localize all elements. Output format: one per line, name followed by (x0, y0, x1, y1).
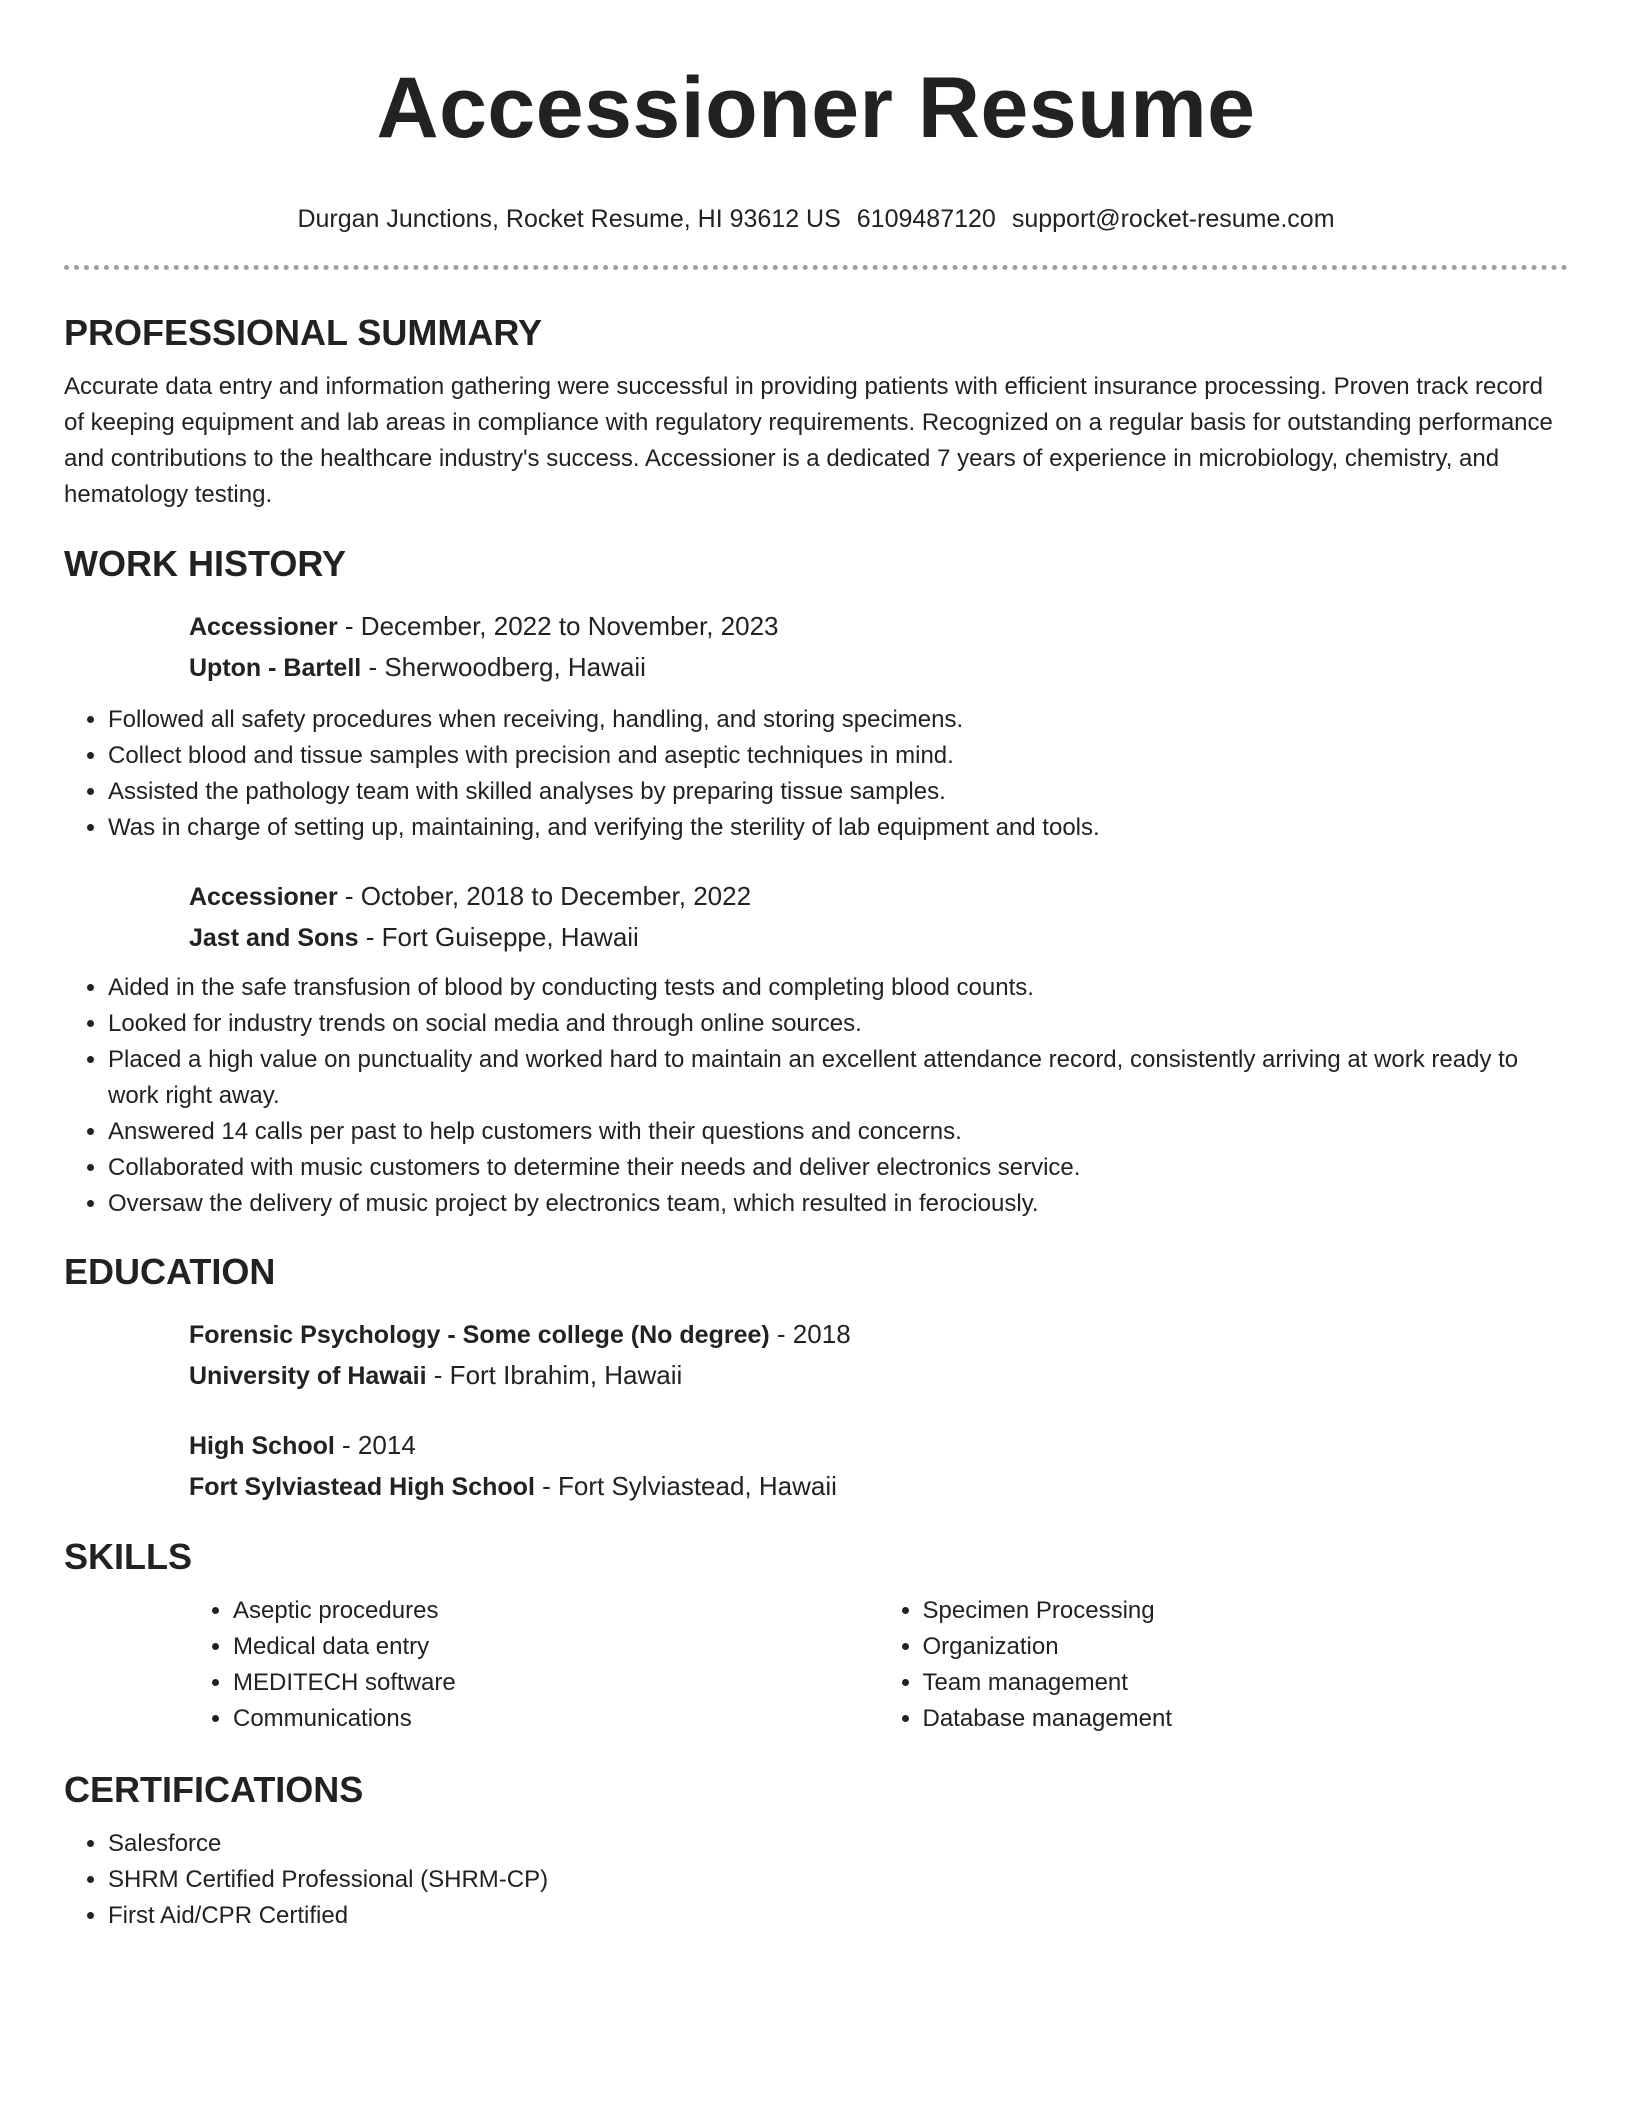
list-item: • Medical data entry (233, 1629, 879, 1665)
contact-line (64, 204, 1568, 234)
list-item: • Oversaw the delivery of music project by electronics team, which resulted in ferociously. (108, 1186, 1568, 1222)
education-school: University of Hawaii (189, 1362, 427, 1390)
job-company-line (189, 647, 1568, 688)
education-location: - Fort Sylviastead, Hawaii (534, 1471, 837, 1501)
contact-phone: 6109487120 (856, 205, 996, 233)
skills-list-left (189, 1593, 879, 1737)
skills-heading: SKILLS (64, 1536, 193, 1577)
job-bullets (64, 970, 1568, 1222)
list-item: • Placed a high value on punctuality and worked hard to maintain an excellent attendance record, consistently arriving at work ready to work right away. (108, 1042, 1568, 1114)
job-dates: - October, 2018 to December, 2022 (337, 881, 752, 911)
education-school: Fort Sylviastead High School (189, 1473, 535, 1501)
job-title: Accessioner (189, 883, 338, 911)
job-company-line (189, 917, 1568, 958)
certifications-heading: CERTIFICATIONS (64, 1769, 364, 1810)
list-item: • Database management (923, 1701, 1569, 1737)
job-entry (189, 876, 1568, 958)
skills-list-right (879, 1593, 1569, 1737)
education-heading: EDUCATION (64, 1251, 276, 1292)
list-item: • SHRM Certified Professional (SHRM-CP) (108, 1862, 1568, 1898)
education-degree: High School (189, 1432, 335, 1460)
education-location: - Fort Ibrahim, Hawaii (426, 1360, 683, 1390)
list-item: • Answered 14 calls per past to help customers with their questions and concerns. (108, 1114, 1568, 1150)
summary-text: Accurate data entry and information gathering were successful in providing patients with efficient insurance processing. Proven track record of keeping equipment and lab areas in compliance with regulatory requirements. Recognized on a regular basis for outstanding performance and contributions to the healthcare industry's success. Accessioner is a dedicated 7 years of experience in microbiology, chemistry, and hematology testing. (64, 373, 1553, 508)
list-item: • Aseptic procedures (233, 1593, 879, 1629)
education-degree: Forensic Psychology - Some college (No degree) (189, 1321, 770, 1349)
education-school-line (189, 1466, 1568, 1507)
list-item: • Team management (923, 1665, 1569, 1701)
certifications-list (64, 1826, 1568, 1934)
job-dates: - December, 2022 to November, 2023 (337, 611, 779, 641)
list-item: • Looked for industry trends on social media and through online sources. (108, 1006, 1568, 1042)
list-item: • Salesforce (108, 1826, 1568, 1862)
job-location: - Sherwoodberg, Hawaii (361, 652, 646, 682)
job-title: Accessioner (189, 613, 338, 641)
resume-title: Accessioner Resume (376, 60, 1256, 156)
list-item: • First Aid/CPR Certified (108, 1898, 1568, 1934)
education-entry (189, 1425, 1568, 1507)
contact-email[interactable]: support@rocket-resume.com (1011, 205, 1335, 233)
list-item: • Followed all safety procedures when receiving, handling, and storing specimens. (108, 702, 1568, 738)
education-entry (189, 1314, 1568, 1396)
list-item: • Specimen Processing (923, 1593, 1569, 1629)
list-item: • Collaborated with music customers to determine their needs and deliver electronics service. (108, 1150, 1568, 1186)
list-item: • Organization (923, 1629, 1569, 1665)
education-school-line (189, 1355, 1568, 1396)
education-degree-line (189, 1425, 1568, 1466)
list-item: • MEDITECH software (233, 1665, 879, 1701)
summary-heading: PROFESSIONAL SUMMARY (64, 312, 543, 353)
job-title-line (189, 606, 1568, 647)
header-divider (64, 265, 1568, 270)
work-history-heading: WORK HISTORY (64, 543, 347, 584)
job-title-line (189, 876, 1568, 917)
job-company: Upton - Bartell (189, 654, 362, 682)
job-location: - Fort Guiseppe, Hawaii (358, 922, 639, 952)
list-item: • Collect blood and tissue samples with precision and aseptic techniques in mind. (108, 738, 1568, 774)
list-item: • Assisted the pathology team with skilled analyses by preparing tissue samples. (108, 774, 1568, 810)
education-year: - 2014 (334, 1430, 416, 1460)
education-degree-line (189, 1314, 1568, 1355)
list-item: • Was in charge of setting up, maintaining, and verifying the sterility of lab equipment and tools. (108, 810, 1568, 846)
job-entry (189, 606, 1568, 688)
job-bullets (64, 702, 1568, 846)
list-item: • Aided in the safe transfusion of blood by conducting tests and completing blood counts. (108, 970, 1568, 1006)
list-item: • Communications (233, 1701, 879, 1737)
skills-grid (189, 1593, 1568, 1737)
contact-address: Durgan Junctions, Rocket Resume, HI 93612 US (297, 205, 841, 233)
job-company: Jast and Sons (189, 924, 359, 952)
education-year: - 2018 (769, 1319, 851, 1349)
